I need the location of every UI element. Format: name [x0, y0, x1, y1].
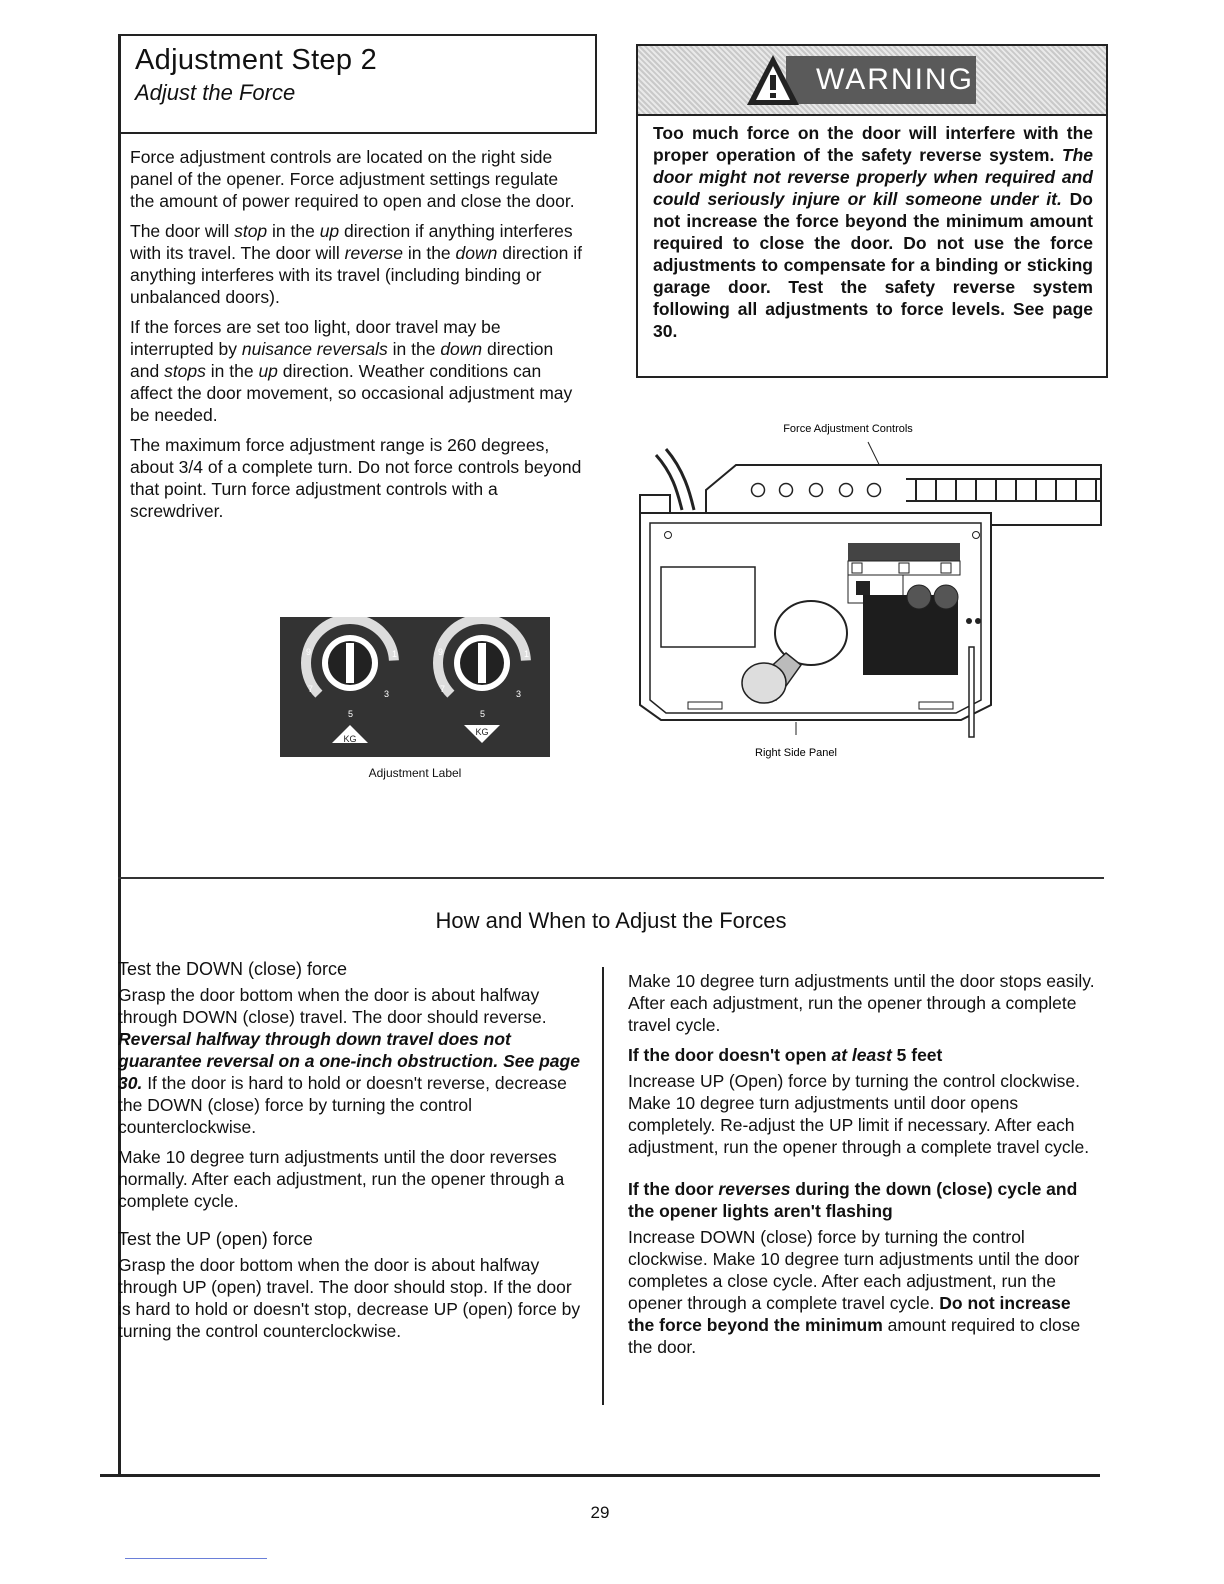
down-force-dial	[420, 617, 544, 743]
section-separator	[118, 877, 1104, 879]
right-paragraph-3: Increase DOWN (close) force by turning the control clockwise. Make 10 degree turn adjustments until the door completes a close cycle. After each adjustment, run the opener through a complete travel cycle. Do not increase the force beyond the minimum amount required to close the door.	[628, 1227, 1081, 1357]
svg-text:7: 7	[308, 684, 314, 694]
left-column	[118, 958, 583, 1350]
column-divider	[602, 967, 604, 1405]
adjustment-label-caption: Adjustment Label	[368, 766, 462, 780]
svg-text:1: 1	[392, 649, 398, 659]
warning-box	[636, 44, 1108, 378]
up-force-heading: Test the UP (open) force	[118, 1229, 313, 1249]
svg-text:7: 7	[440, 684, 446, 694]
page-subtitle: Adjust the Force	[135, 80, 296, 105]
bottom-rule	[100, 1474, 1100, 1477]
warning-triangle-icon	[744, 52, 802, 108]
up-force-paragraph: Grasp the door bottom when the door is about halfway through UP (open) travel. The door should stop. If the door is hard to hold or doesn't stop, decrease UP (open) force by turning the control counterclockwise.	[118, 1255, 581, 1341]
down-force-heading: Test the DOWN (close) force	[118, 959, 348, 979]
down-force-paragraph-2: Make 10 degree turn adjustments until the door reverses normally. After each adjustment, run the opener through a complete cycle.	[118, 1147, 565, 1211]
adjustment-label-image	[280, 617, 550, 757]
right-column	[628, 970, 1098, 1366]
svg-text:5: 5	[480, 709, 486, 719]
right-paragraph-1: Make 10 degree turn adjustments until the door stops easily. After each adjustment, run the opener through a complete travel cycle.	[628, 971, 1095, 1035]
reverses-heading: If the door reverses during the down (close) cycle and the opener lights aren't flashing	[628, 1179, 1078, 1221]
page-title: Adjustment Step 2	[135, 44, 378, 76]
right-paragraph-2: Increase UP (Open) force by turning the control clockwise. Make 10 degree turn adjustments until door opens completely. Re-adjust the UP limit if necessary. After each adjustment, run the opener through a complete travel cycle.	[628, 1071, 1090, 1157]
page-number: 29	[590, 1503, 610, 1522]
intro-paragraph-2: The door will stop in the up direction if anything interferes with its travel. The door will reverse in the down direction if anything interferes with its travel (including binding or unbalanced doors).	[130, 221, 582, 307]
svg-text:1: 1	[524, 649, 530, 659]
svg-text:KG: KG	[475, 727, 489, 737]
intro-text	[130, 146, 585, 530]
svg-text:9: 9	[438, 647, 444, 657]
warning-header	[638, 46, 1106, 116]
warning-title: WARNING	[786, 56, 976, 104]
svg-text:9: 9	[306, 647, 312, 657]
svg-text:3: 3	[384, 689, 390, 699]
intro-paragraph-4: The maximum force adjustment range is 260 degrees, about 3/4 of a complete turn. Do not force controls beyond that point. Turn force adjustment controls with a screwdriver.	[130, 435, 582, 521]
intro-paragraph-1: Force adjustment controls are located on the right side panel of the opener. Force adjustment settings regulate the amount of power required to open and close the door.	[130, 147, 575, 211]
right-side-panel-caption: Right Side Panel	[755, 747, 837, 759]
force-controls-caption: Force Adjustment Controls	[783, 423, 913, 435]
warning-text: Too much force on the door will interfere with the proper operation of the safety reverse system. The door might not reverse properly when required and could seriously injure or kill someone under it. Do not increase the force beyond the minimum amount required to close the door. Do not use the force adjustments to compensate for a binding or sticking garage door. Test the safety reverse system following all adjustments to force levels. See page 30.	[653, 123, 1093, 341]
opener-panel-illustration	[636, 415, 1106, 765]
doesnt-open-heading: If the door doesn't open at least 5 feet	[628, 1045, 943, 1065]
up-force-dial	[288, 617, 412, 744]
corner-line	[125, 1558, 267, 1559]
svg-text:5: 5	[348, 709, 354, 719]
section-title: How and When to Adjust the Forces	[435, 908, 787, 933]
svg-text:3: 3	[516, 689, 522, 699]
svg-text:KG: KG	[343, 734, 357, 744]
step-title-box	[118, 34, 597, 134]
intro-paragraph-3: If the forces are set too light, door travel may be interrupted by nuisance reversals in the down direction and stops in the up direction. Weather conditions can affect the door movement, so occasional adjustment may be needed.	[130, 317, 573, 425]
force-dials-illustration	[280, 617, 550, 757]
down-force-paragraph-1: Grasp the door bottom when the door is about halfway through DOWN (close) travel. The door should reverse. Reversal halfway through down travel does not guarantee reversal on a one-inch obstruction. See page 30. If the door is hard to hold or doesn't reverse, decrease the DOWN (close) force by turning the control counterclockwise.	[118, 985, 580, 1137]
